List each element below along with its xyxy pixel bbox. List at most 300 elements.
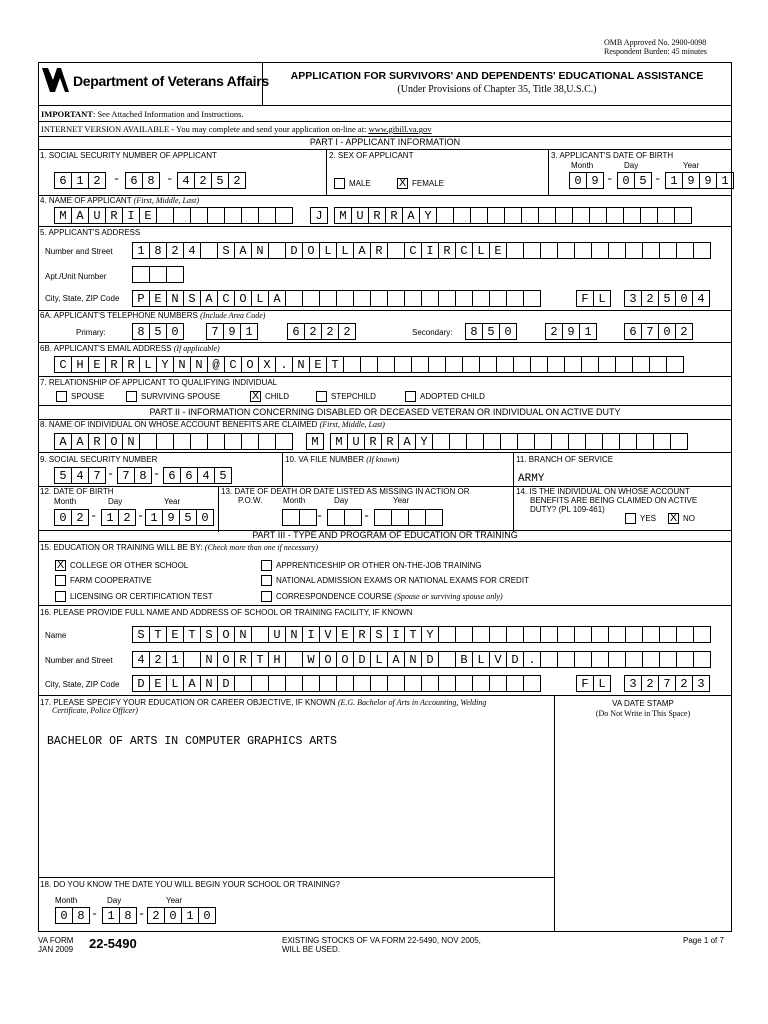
character-box[interactable] — [489, 626, 507, 643]
character-box[interactable]: 0 — [658, 323, 676, 340]
character-box[interactable]: R — [368, 207, 386, 224]
character-box[interactable]: F — [576, 290, 594, 307]
character-box[interactable]: 2 — [641, 675, 659, 692]
character-box[interactable] — [327, 509, 345, 526]
character-box[interactable]: 0 — [196, 509, 214, 526]
character-box[interactable] — [258, 433, 276, 450]
character-box[interactable]: I — [387, 626, 405, 643]
character-box[interactable] — [282, 509, 300, 526]
applicant-ssn-area[interactable] — [55, 172, 106, 189]
character-box[interactable] — [404, 290, 422, 307]
character-box[interactable]: 2 — [166, 242, 184, 259]
character-box[interactable]: U — [351, 207, 369, 224]
character-box[interactable] — [608, 651, 626, 668]
character-box[interactable] — [653, 433, 671, 450]
school-state[interactable] — [577, 675, 611, 692]
ssn-digit[interactable]: 6 — [125, 172, 143, 189]
primary-area-code[interactable] — [133, 323, 184, 340]
character-box[interactable] — [190, 207, 208, 224]
character-box[interactable] — [377, 356, 395, 373]
character-box[interactable] — [268, 242, 286, 259]
character-box[interactable]: N — [122, 433, 140, 450]
character-box[interactable]: T — [404, 626, 422, 643]
character-box[interactable]: L — [139, 356, 157, 373]
character-box[interactable] — [649, 356, 667, 373]
character-box[interactable]: S — [217, 242, 235, 259]
character-box[interactable]: 8 — [119, 907, 137, 924]
character-box[interactable]: @ — [207, 356, 225, 373]
ssn-digit[interactable]: 5 — [211, 172, 229, 189]
character-box[interactable] — [432, 433, 450, 450]
spouse-checkbox[interactable] — [56, 391, 67, 402]
licensing-checkbox[interactable] — [55, 591, 66, 602]
character-box[interactable] — [275, 433, 293, 450]
character-box[interactable]: 4 — [71, 467, 89, 484]
character-box[interactable] — [438, 675, 456, 692]
ssn-digit[interactable]: 8 — [142, 172, 160, 189]
character-box[interactable]: H — [268, 651, 286, 668]
child-checkbox[interactable]: X — [251, 390, 260, 402]
ssn-digit[interactable]: 6 — [54, 172, 72, 189]
character-box[interactable] — [693, 242, 711, 259]
character-box[interactable]: 7 — [658, 675, 676, 692]
character-box[interactable]: 5 — [54, 467, 72, 484]
character-box[interactable]: 2 — [675, 323, 693, 340]
school-street[interactable] — [133, 651, 711, 668]
character-box[interactable]: L — [336, 242, 354, 259]
character-box[interactable] — [585, 433, 603, 450]
character-box[interactable]: A — [387, 651, 405, 668]
character-box[interactable]: 4 — [183, 242, 201, 259]
character-box[interactable] — [666, 356, 684, 373]
character-box[interactable] — [251, 675, 269, 692]
veteran-dob-month[interactable] — [55, 509, 89, 526]
character-box[interactable] — [241, 207, 259, 224]
character-box[interactable] — [173, 433, 191, 450]
character-box[interactable] — [166, 266, 184, 283]
applicant-apt[interactable] — [133, 266, 184, 283]
character-box[interactable]: 1 — [166, 651, 184, 668]
character-box[interactable]: V — [319, 626, 337, 643]
character-box[interactable]: 9 — [586, 172, 604, 189]
character-box[interactable] — [640, 207, 658, 224]
character-box[interactable]: Y — [156, 356, 174, 373]
character-box[interactable] — [523, 626, 541, 643]
character-box[interactable]: 9 — [682, 172, 700, 189]
character-box[interactable]: Y — [419, 207, 437, 224]
secondary-line[interactable] — [625, 323, 693, 340]
character-box[interactable] — [659, 242, 677, 259]
character-box[interactable] — [258, 207, 276, 224]
ssn-digit[interactable]: 2 — [194, 172, 212, 189]
character-box[interactable]: M — [54, 207, 72, 224]
character-box[interactable]: 0 — [675, 290, 693, 307]
character-box[interactable]: . — [523, 651, 541, 668]
character-box[interactable] — [506, 626, 524, 643]
dob-day[interactable] — [618, 172, 652, 189]
veteran-ssn-1[interactable] — [55, 467, 106, 484]
national-exams-checkbox[interactable] — [261, 575, 272, 586]
active-duty-yes-checkbox[interactable] — [625, 513, 636, 524]
death-year[interactable] — [375, 509, 443, 526]
character-box[interactable] — [659, 626, 677, 643]
character-box[interactable]: O — [234, 290, 252, 307]
character-box[interactable]: 5 — [658, 290, 676, 307]
secondary-area-code[interactable] — [466, 323, 517, 340]
veteran-first-name[interactable] — [55, 433, 293, 450]
character-box[interactable] — [564, 356, 582, 373]
character-box[interactable]: H — [71, 356, 89, 373]
character-box[interactable] — [517, 433, 535, 450]
character-box[interactable] — [523, 675, 541, 692]
character-box[interactable] — [693, 626, 711, 643]
character-box[interactable] — [521, 207, 539, 224]
character-box[interactable] — [676, 626, 694, 643]
character-box[interactable]: 1 — [240, 323, 258, 340]
character-box[interactable]: 2 — [675, 675, 693, 692]
character-box[interactable]: D — [421, 651, 439, 668]
character-box[interactable] — [421, 290, 439, 307]
character-box[interactable]: 8 — [132, 323, 150, 340]
character-box[interactable] — [285, 675, 303, 692]
ssn-digit[interactable]: 2 — [228, 172, 246, 189]
character-box[interactable]: A — [353, 242, 371, 259]
character-box[interactable]: R — [234, 651, 252, 668]
character-box[interactable] — [608, 242, 626, 259]
character-box[interactable] — [438, 626, 456, 643]
character-box[interactable]: M — [306, 433, 324, 450]
character-box[interactable] — [299, 509, 317, 526]
character-box[interactable] — [336, 675, 354, 692]
start-month[interactable] — [56, 907, 90, 924]
character-box[interactable]: C — [54, 356, 72, 373]
character-box[interactable] — [625, 242, 643, 259]
character-box[interactable] — [353, 290, 371, 307]
character-box[interactable] — [513, 356, 531, 373]
character-box[interactable]: U — [347, 433, 365, 450]
character-box[interactable]: J — [310, 207, 328, 224]
character-box[interactable]: Y — [415, 433, 433, 450]
school-city[interactable] — [133, 675, 541, 692]
character-box[interactable] — [183, 651, 201, 668]
character-box[interactable]: R — [370, 242, 388, 259]
stepchild-checkbox[interactable] — [316, 391, 327, 402]
character-box[interactable]: 2 — [545, 323, 563, 340]
character-box[interactable]: C — [217, 290, 235, 307]
character-box[interactable] — [251, 626, 269, 643]
character-box[interactable]: 1 — [145, 509, 163, 526]
character-box[interactable]: 2 — [118, 509, 136, 526]
character-box[interactable] — [625, 651, 643, 668]
applicant-last-name[interactable] — [335, 207, 692, 224]
character-box[interactable] — [343, 356, 361, 373]
character-box[interactable] — [428, 356, 446, 373]
character-box[interactable] — [173, 207, 191, 224]
character-box[interactable] — [156, 433, 174, 450]
character-box[interactable] — [391, 509, 409, 526]
character-box[interactable]: N — [200, 651, 218, 668]
character-box[interactable] — [425, 509, 443, 526]
character-box[interactable] — [438, 290, 456, 307]
character-box[interactable]: D — [132, 675, 150, 692]
character-box[interactable] — [268, 675, 286, 692]
character-box[interactable] — [462, 356, 480, 373]
character-box[interactable] — [489, 675, 507, 692]
character-box[interactable]: T — [183, 626, 201, 643]
character-box[interactable]: L — [370, 651, 388, 668]
character-box[interactable]: D — [285, 242, 303, 259]
applicant-street[interactable] — [133, 242, 711, 259]
character-box[interactable]: 7 — [641, 323, 659, 340]
character-box[interactable] — [589, 207, 607, 224]
character-box[interactable]: T — [149, 626, 167, 643]
character-box[interactable] — [489, 290, 507, 307]
character-box[interactable] — [504, 207, 522, 224]
character-box[interactable] — [438, 651, 456, 668]
active-duty-no-checkbox[interactable]: X — [669, 512, 678, 524]
character-box[interactable]: L — [472, 242, 490, 259]
correspondence-checkbox[interactable] — [261, 591, 272, 602]
character-box[interactable]: N — [166, 290, 184, 307]
character-box[interactable]: 2 — [147, 907, 165, 924]
character-box[interactable]: S — [183, 290, 201, 307]
character-box[interactable] — [224, 433, 242, 450]
character-box[interactable]: O — [319, 651, 337, 668]
character-box[interactable] — [449, 433, 467, 450]
character-box[interactable]: 0 — [55, 907, 73, 924]
character-box[interactable] — [207, 433, 225, 450]
character-box[interactable] — [275, 207, 293, 224]
character-box[interactable]: R — [105, 356, 123, 373]
character-box[interactable]: D — [353, 651, 371, 668]
character-box[interactable]: 1 — [181, 907, 199, 924]
character-box[interactable] — [470, 207, 488, 224]
ssn-digit[interactable]: 1 — [71, 172, 89, 189]
character-box[interactable] — [302, 675, 320, 692]
character-box[interactable]: N — [404, 651, 422, 668]
character-box[interactable] — [487, 207, 505, 224]
character-box[interactable]: 8 — [149, 242, 167, 259]
character-box[interactable]: L — [472, 651, 490, 668]
character-box[interactable]: I — [302, 626, 320, 643]
character-box[interactable] — [506, 290, 524, 307]
character-box[interactable]: . — [275, 356, 293, 373]
character-box[interactable] — [557, 242, 575, 259]
character-box[interactable]: B — [455, 651, 473, 668]
character-box[interactable] — [408, 509, 426, 526]
character-box[interactable] — [523, 242, 541, 259]
character-box[interactable] — [436, 207, 454, 224]
applicant-city[interactable] — [133, 290, 541, 307]
character-box[interactable]: 7 — [88, 467, 106, 484]
character-box[interactable] — [241, 433, 259, 450]
character-box[interactable] — [344, 509, 362, 526]
character-box[interactable]: 0 — [569, 172, 587, 189]
character-box[interactable]: L — [319, 242, 337, 259]
character-box[interactable] — [557, 626, 575, 643]
character-box[interactable] — [574, 651, 592, 668]
character-box[interactable] — [370, 675, 388, 692]
applicant-zip[interactable] — [625, 290, 710, 307]
character-box[interactable] — [156, 207, 174, 224]
character-box[interactable] — [591, 626, 609, 643]
secondary-prefix[interactable] — [546, 323, 597, 340]
character-box[interactable] — [540, 242, 558, 259]
character-box[interactable] — [500, 433, 518, 450]
character-box[interactable]: I — [122, 207, 140, 224]
character-box[interactable] — [591, 242, 609, 259]
character-box[interactable] — [693, 651, 711, 668]
character-box[interactable]: E — [139, 207, 157, 224]
dob-month[interactable] — [570, 172, 604, 189]
character-box[interactable] — [374, 509, 392, 526]
character-box[interactable] — [445, 356, 463, 373]
character-box[interactable]: 1 — [716, 172, 734, 189]
character-box[interactable]: A — [71, 207, 89, 224]
character-box[interactable] — [387, 242, 405, 259]
character-box[interactable] — [387, 290, 405, 307]
character-box[interactable]: X — [258, 356, 276, 373]
branch-value[interactable]: ARMY — [518, 473, 545, 485]
character-box[interactable]: E — [489, 242, 507, 259]
character-box[interactable]: 6 — [180, 467, 198, 484]
character-box[interactable] — [285, 651, 303, 668]
character-box[interactable]: A — [234, 242, 252, 259]
male-checkbox[interactable] — [334, 178, 345, 189]
character-box[interactable] — [394, 356, 412, 373]
character-box[interactable] — [455, 290, 473, 307]
character-box[interactable] — [207, 207, 225, 224]
character-box[interactable]: O — [105, 433, 123, 450]
veteran-ssn-3[interactable] — [164, 467, 232, 484]
character-box[interactable]: E — [336, 626, 354, 643]
start-day[interactable] — [103, 907, 137, 924]
character-box[interactable]: N — [285, 626, 303, 643]
character-box[interactable]: R — [105, 207, 123, 224]
character-box[interactable] — [568, 433, 586, 450]
surviving-spouse-checkbox[interactable] — [126, 391, 137, 402]
character-box[interactable]: L — [251, 290, 269, 307]
character-box[interactable] — [676, 651, 694, 668]
character-box[interactable]: 0 — [617, 172, 635, 189]
character-box[interactable]: 7 — [206, 323, 224, 340]
veteran-middle-initial[interactable] — [307, 433, 324, 450]
character-box[interactable] — [670, 433, 688, 450]
character-box[interactable] — [619, 433, 637, 450]
character-box[interactable]: N — [173, 356, 191, 373]
character-box[interactable]: E — [149, 675, 167, 692]
ssn-digit[interactable]: 2 — [88, 172, 106, 189]
character-box[interactable] — [411, 356, 429, 373]
character-box[interactable]: D — [217, 675, 235, 692]
character-box[interactable]: 7 — [117, 467, 135, 484]
character-box[interactable]: 4 — [132, 651, 150, 668]
applicant-ssn-area-2[interactable] — [126, 172, 160, 189]
character-box[interactable]: 5 — [482, 323, 500, 340]
character-box[interactable] — [591, 651, 609, 668]
character-box[interactable]: 5 — [179, 509, 197, 526]
gibill-link[interactable]: www.gibill.va.gov — [368, 124, 432, 134]
school-name[interactable] — [133, 626, 711, 643]
character-box[interactable]: 2 — [149, 651, 167, 668]
character-box[interactable] — [555, 207, 573, 224]
character-box[interactable]: O — [302, 242, 320, 259]
character-box[interactable] — [139, 433, 157, 450]
character-box[interactable]: O — [217, 651, 235, 668]
character-box[interactable] — [319, 290, 337, 307]
apprenticeship-checkbox[interactable] — [261, 560, 272, 571]
ssn-digit[interactable]: 4 — [177, 172, 195, 189]
primary-line[interactable] — [288, 323, 356, 340]
character-box[interactable]: 5 — [214, 467, 232, 484]
character-box[interactable] — [472, 626, 490, 643]
character-box[interactable]: 8 — [465, 323, 483, 340]
character-box[interactable]: 2 — [641, 290, 659, 307]
character-box[interactable]: N — [200, 675, 218, 692]
character-box[interactable] — [636, 433, 654, 450]
character-box[interactable]: 1 — [665, 172, 683, 189]
character-box[interactable] — [506, 242, 524, 259]
character-box[interactable]: R — [364, 433, 382, 450]
applicant-ssn-area-3[interactable] — [178, 172, 246, 189]
character-box[interactable]: C — [224, 356, 242, 373]
character-box[interactable] — [472, 290, 490, 307]
character-box[interactable] — [642, 626, 660, 643]
college-checkbox[interactable]: X — [56, 559, 65, 571]
character-box[interactable]: 9 — [223, 323, 241, 340]
veteran-ssn-2[interactable] — [118, 467, 152, 484]
character-box[interactable] — [602, 433, 620, 450]
character-box[interactable]: C — [455, 242, 473, 259]
character-box[interactable] — [534, 433, 552, 450]
dob-year[interactable] — [666, 172, 734, 189]
character-box[interactable] — [353, 675, 371, 692]
character-box[interactable]: 2 — [338, 323, 356, 340]
character-box[interactable] — [557, 651, 575, 668]
adopted-child-checkbox[interactable] — [405, 391, 416, 402]
character-box[interactable]: 1 — [579, 323, 597, 340]
character-box[interactable]: R — [88, 433, 106, 450]
character-box[interactable]: W — [302, 651, 320, 668]
character-box[interactable] — [676, 242, 694, 259]
character-box[interactable] — [506, 675, 524, 692]
character-box[interactable]: S — [132, 626, 150, 643]
character-box[interactable]: N — [292, 356, 310, 373]
character-box[interactable] — [615, 356, 633, 373]
start-year[interactable] — [148, 907, 216, 924]
character-box[interactable] — [496, 356, 514, 373]
character-box[interactable]: 3 — [624, 675, 642, 692]
character-box[interactable] — [574, 626, 592, 643]
character-box[interactable] — [421, 675, 439, 692]
character-box[interactable]: O — [217, 626, 235, 643]
character-box[interactable] — [472, 675, 490, 692]
character-box[interactable]: Y — [421, 626, 439, 643]
character-box[interactable]: L — [593, 290, 611, 307]
character-box[interactable] — [623, 207, 641, 224]
character-box[interactable] — [598, 356, 616, 373]
character-box[interactable]: E — [88, 356, 106, 373]
character-box[interactable]: O — [241, 356, 259, 373]
character-box[interactable] — [547, 356, 565, 373]
veteran-dob-year[interactable] — [146, 509, 214, 526]
character-box[interactable]: 0 — [164, 907, 182, 924]
character-box[interactable] — [455, 626, 473, 643]
character-box[interactable]: A — [402, 207, 420, 224]
character-box[interactable]: L — [166, 675, 184, 692]
character-box[interactable]: 8 — [72, 907, 90, 924]
character-box[interactable]: 1 — [102, 907, 120, 924]
